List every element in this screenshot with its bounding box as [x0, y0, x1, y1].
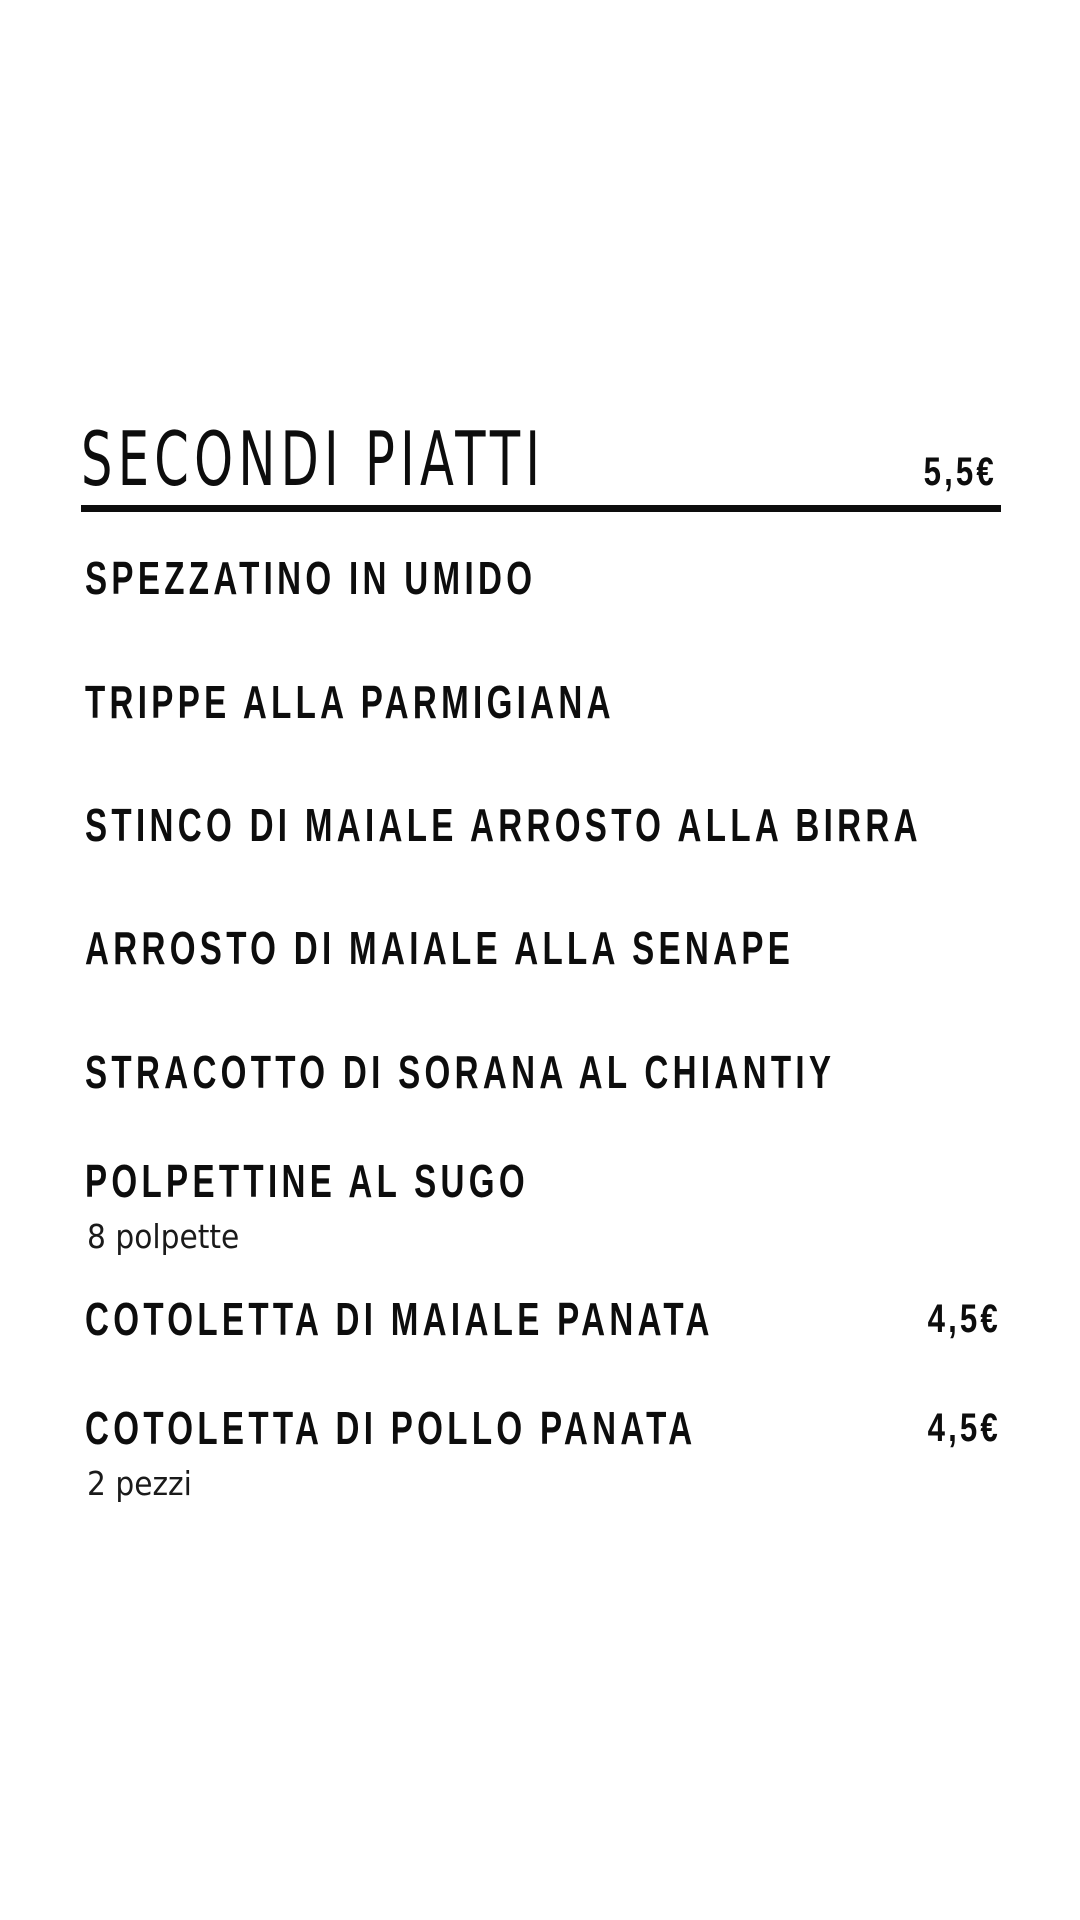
item-price: 4,5€ [927, 1406, 1001, 1450]
item-note: 2 pezzi [87, 1464, 192, 1503]
item-name: POLPETTINE AL SUGO [85, 1155, 529, 1207]
item-name: TRIPPE ALLA PARMIGIANA [85, 676, 615, 728]
header-divider [81, 505, 1001, 512]
item-name: COTOLETTA DI MAIALE PANATA [85, 1293, 714, 1345]
item-price: 4,5€ [927, 1297, 1001, 1341]
menu-header [81, 415, 1001, 503]
item-name: STINCO DI MAIALE ARROSTO ALLA BIRRA [85, 799, 922, 851]
item-name: ARROSTO DI MAIALE ALLA SENAPE [85, 922, 795, 974]
item-name: COTOLETTA DI POLLO PANATA [85, 1402, 697, 1454]
item-note: 8 polpette [87, 1217, 240, 1256]
section-price: 5,5€ [923, 450, 997, 494]
menu-section [81, 415, 1001, 503]
item-name: SPEZZATINO IN UMIDO [85, 552, 537, 604]
item-name: STRACOTTO DI SORANA AL CHIANTIY [85, 1046, 836, 1098]
section-title: SECONDI PIATTI [81, 415, 546, 503]
